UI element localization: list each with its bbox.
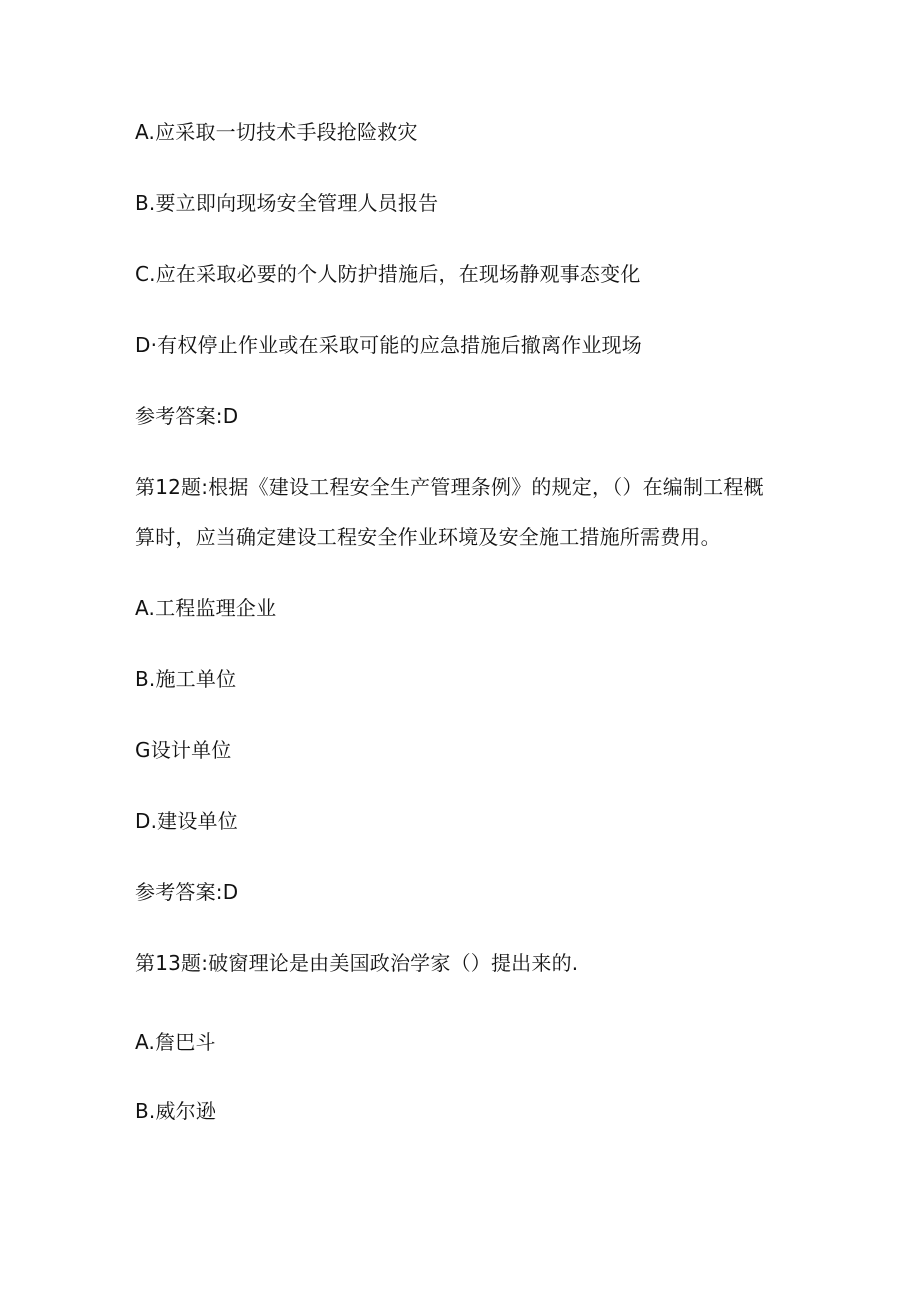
question-13: 第13题:破窗理论是由美国政治学家（）提出来的. (135, 951, 579, 975)
option-c-q12: G设计单位 (135, 738, 232, 762)
option-a-q11: A.应采取一切技术手段抢险救灾 (135, 120, 418, 144)
option-d-q12: D.建设单位 (135, 809, 238, 833)
option-b-q12: B.施工单位 (135, 667, 237, 691)
option-a-q12: A.工程监理企业 (135, 596, 277, 620)
question-12-line-2: 算时，应当确定建设工程安全作业环境及安全施工措施所需费用。 (135, 525, 721, 549)
answer-q12: 参考答案:D (135, 880, 239, 904)
answer-q11: 参考答案:D (135, 404, 239, 428)
option-c-q11: C.应在采取必要的个人防护措施后，在现场静观事态变化 (135, 262, 641, 286)
question-12-line-1: 第12题:根据《建设工程安全生产管理条例》的规定，（）在编制工程概 (135, 475, 764, 499)
option-b-q11: B.要立即向现场安全管理人员报告 (135, 191, 439, 215)
option-d-q11: D·有权停止作业或在采取可能的应急措施后撤离作业现场 (135, 333, 642, 357)
option-a-q13: A.詹巴斗 (135, 1030, 216, 1054)
option-b-q13: B.威尔逊 (135, 1099, 217, 1123)
